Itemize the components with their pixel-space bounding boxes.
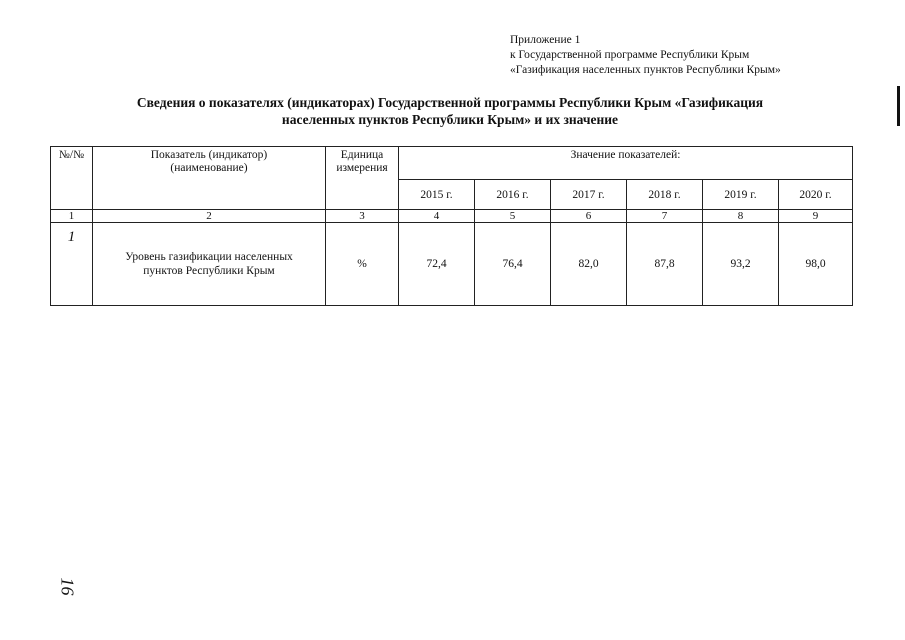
column-number: 7 — [627, 210, 703, 223]
header-indicator — [93, 147, 326, 210]
column-number: 5 — [475, 210, 551, 223]
value-cell: 87,8 — [627, 223, 703, 306]
column-number: 9 — [779, 210, 853, 223]
column-number-row — [51, 210, 853, 223]
indicator-name-line-1: Уровень газификации населенных — [125, 251, 293, 263]
header-indicator-line-1: Показатель (индикатор) — [150, 149, 268, 161]
unit-cell: % — [326, 223, 399, 306]
scan-artifact — [897, 86, 900, 126]
annex-block — [510, 33, 781, 78]
row-number: 1 — [51, 223, 93, 306]
year-cell: 2018 г. — [627, 180, 703, 210]
table-row — [51, 223, 853, 306]
column-number: 3 — [326, 210, 399, 223]
annex-line-3: «Газификация населенных пунктов Республики Крым» — [510, 64, 781, 76]
header-indicator-line-2: (наименование) — [170, 162, 248, 174]
annex-line-2: к Государственной программе Республики Крым — [510, 49, 750, 61]
document-title — [70, 94, 830, 128]
header-values: Значение показателей: — [399, 147, 853, 180]
year-cell: 2015 г. — [399, 180, 475, 210]
indicator-name-line-2: пунктов Республики Крым — [143, 265, 275, 277]
indicators-table — [50, 146, 853, 306]
header-unit-line-2: измерения — [336, 162, 388, 174]
header-unit-line-1: Единица — [340, 149, 384, 161]
annex-line-1: Приложение 1 — [510, 34, 581, 46]
value-cell: 72,4 — [399, 223, 475, 306]
header-num: №/№ — [51, 147, 93, 210]
value-cell: 98,0 — [779, 223, 853, 306]
year-cell: 2020 г. — [779, 180, 853, 210]
title-line-2: населенных пунктов Республики Крым» и их значение — [281, 112, 619, 127]
header-unit — [326, 147, 399, 210]
year-cell: 2016 г. — [475, 180, 551, 210]
column-number: 2 — [93, 210, 326, 223]
indicator-name — [93, 223, 326, 306]
column-number: 4 — [399, 210, 475, 223]
column-number: 8 — [703, 210, 779, 223]
column-number: 1 — [51, 210, 93, 223]
title-line-1: Сведения о показателях (индикаторах) Государственной программы Республики Крым «Газификация — [136, 95, 764, 110]
value-cell: 82,0 — [551, 223, 627, 306]
year-cell: 2017 г. — [551, 180, 627, 210]
value-cell: 93,2 — [703, 223, 779, 306]
column-number: 6 — [551, 210, 627, 223]
value-cell: 76,4 — [475, 223, 551, 306]
handwritten-page-number: 16 — [57, 577, 78, 596]
header-row — [51, 147, 853, 180]
year-cell: 2019 г. — [703, 180, 779, 210]
